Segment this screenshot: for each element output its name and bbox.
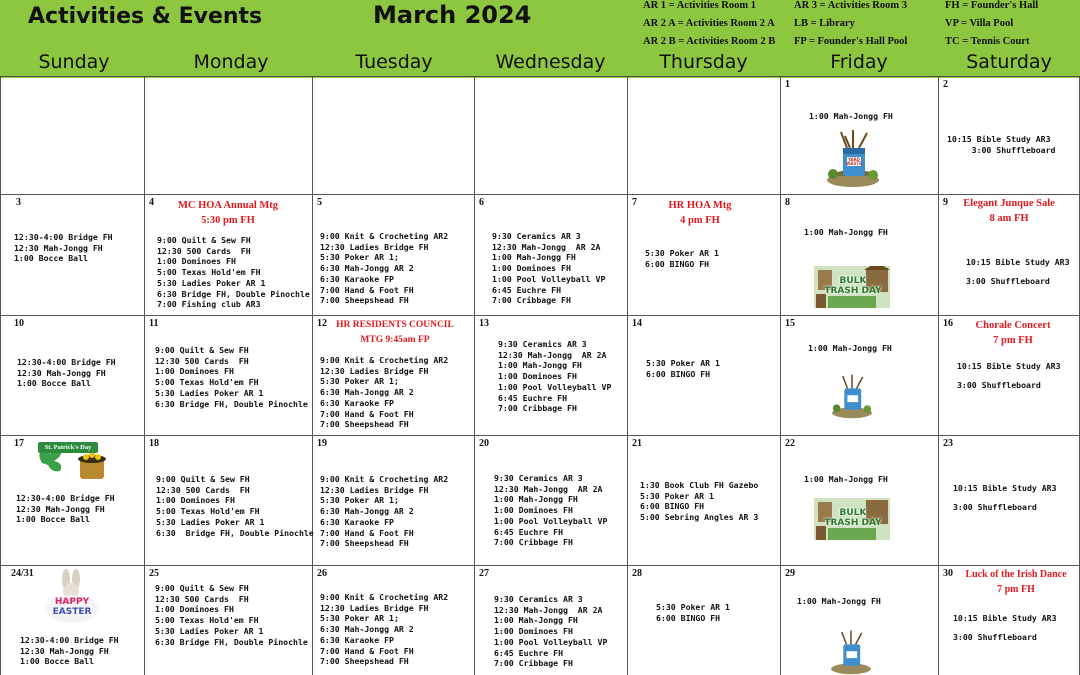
event-time: MTG 9:45am FP xyxy=(360,335,430,345)
day-number: 28 xyxy=(632,568,642,579)
legend-entry: FP = Founder's Hall Pool xyxy=(794,36,908,47)
event-time: 5:30 pm FH xyxy=(201,215,255,226)
activity-list: 12:30-4:00 Bridge FH 12:30 Mah-Jongg FH 1:00 Bocce Ball xyxy=(20,635,119,667)
activity-list: 5:30 Poker AR 1 6:00 BINGO FH xyxy=(645,248,719,269)
calendar-day[interactable] xyxy=(0,315,144,435)
activity-list: 9:30 Ceramics AR 3 12:30 Mah-Jongg AR 2A 1:00 Mah-Jongg FH 1:00 Dominoes FH 1:00 Pool Volleyball VP 6:45 Euchre FH 7:00 Cribbage FH xyxy=(494,473,608,548)
activity-list: 1:00 Mah-Jongg FH xyxy=(797,596,881,606)
calendar-day[interactable] xyxy=(474,565,627,675)
day-number: 16 xyxy=(943,318,953,329)
activity-list: 10:15 Bible Study AR3 3:00 Shuffleboard xyxy=(957,361,1061,390)
calendar-day[interactable] xyxy=(312,565,474,675)
calendar-day[interactable] xyxy=(474,194,627,315)
activity-list: 9:00 Quilt & Sew FH 12:30 500 Cards FH 1:00 Dominoes FH 5:00 Texas Hold'em FH 5:30 Ladies Poker AR 1 6:30 Bridge FH, Double Pinochle xyxy=(155,583,308,647)
calendar-day[interactable] xyxy=(144,565,312,675)
calendar-day[interactable] xyxy=(627,565,780,675)
activity-list: 9:00 Quilt & Sew FH 12:30 500 Cards FH 1:00 Dominoes FH 5:00 Texas Hold'em FH 5:30 Ladies Poker AR 1 6:30 Bridge FH, Double Pinochle xyxy=(156,474,314,538)
activity-list: 10:15 Bible Study AR3 3:00 Shuffleboard xyxy=(966,257,1070,286)
day-number: 12 xyxy=(317,318,327,329)
happy-easter-bunny-icon xyxy=(44,569,100,629)
day-number: 18 xyxy=(149,438,159,449)
activity-list: 9:00 Quilt & Sew FH 12:30 500 Cards FH 1:00 Dominoes FH 5:00 Texas Hold'em FH 5:30 Ladies Poker AR 1 6:30 Bridge FH, Double Pinochle xyxy=(155,345,308,409)
event-announcement xyxy=(938,196,1080,226)
legend-column-2 xyxy=(794,0,907,51)
day-number: 9 xyxy=(943,197,948,208)
event-time: 7 pm FH xyxy=(997,584,1035,595)
day-number: 7 xyxy=(632,197,637,208)
calendar-day[interactable] xyxy=(780,76,938,194)
calendar-day[interactable] xyxy=(938,194,1080,315)
calendar-day[interactable] xyxy=(144,315,312,435)
event-announcement xyxy=(144,198,312,228)
activity-list: 9:00 Knit & Crocheting AR2 12:30 Ladies Bridge FH 5:30 Poker AR 1; 6:30 Mah-Jongg AR 2 6:30 Karaoke FP 7:00 Hand & Foot FH 7:00 Sheepshead FH xyxy=(320,231,449,306)
day-header-saturday: Saturday xyxy=(966,51,1052,73)
calendar-day[interactable] xyxy=(144,435,312,565)
activity-list: 1:30 Book Club FH Gazebo 5:30 Poker AR 1 6:00 BINGO FH 5:00 Sebring Angles AR 3 xyxy=(640,480,759,523)
calendar-day[interactable] xyxy=(627,315,780,435)
day-header-wednesday: Wednesday xyxy=(495,51,606,73)
calendar-day[interactable] xyxy=(474,435,627,565)
legend-column-1 xyxy=(643,0,775,51)
activity-list: 9:00 Knit & Crocheting AR2 12:30 Ladies Bridge FH 5:30 Poker AR 1; 6:30 Mah-Jongg AR 2 6:30 Karaoke FP 7:00 Hand & Foot FH 7:00 Sheepshead FH xyxy=(320,355,449,430)
day-number: 2 xyxy=(943,79,948,90)
calendar-day[interactable] xyxy=(780,194,938,315)
day-number: 19 xyxy=(317,438,327,449)
legend-entry: FH = Founder's Hall xyxy=(945,0,1039,11)
day-number: 3 xyxy=(16,197,21,208)
day-number: 14 xyxy=(632,318,642,329)
activity-list: 9:30 Ceramics AR 3 12:30 Mah-Jongg AR 2A 1:00 Mah-Jongg FH 1:00 Dominoes FH 1:00 Pool Volleyball VP 6:45 Euchre FH 7:00 Cribbage FH xyxy=(492,231,606,306)
activity-list: 9:00 Knit & Crocheting AR2 12:30 Ladies Bridge FH 5:30 Poker AR 1; 6:30 Mah-Jongg AR 2 6:30 Karaoke FP 7:00 Hand & Foot FH 7:00 Sheepshead FH xyxy=(320,592,449,667)
bulk-trash-label: BULK TRASH DAY xyxy=(824,508,882,528)
day-number: 25 xyxy=(149,568,159,579)
day-header-tuesday: Tuesday xyxy=(355,51,433,73)
day-number: 13 xyxy=(479,318,489,329)
day-number: 8 xyxy=(785,197,790,208)
event-time: 8 am FH xyxy=(989,213,1029,224)
day-number: 1 xyxy=(785,79,790,90)
yard-waste-icon xyxy=(828,373,876,423)
svg-text:YARD: YARD xyxy=(847,157,861,162)
event-announcement xyxy=(938,318,1080,348)
calendar-day[interactable] xyxy=(627,194,780,315)
activity-list: 9:00 Quilt & Sew FH 12:30 500 Cards FH 1:00 Dominoes FH 5:00 Texas Hold'em FH 5:30 Ladies Poker AR 1 6:30 Bridge FH, Double Pinochle 7:00 Fishing club AR3 xyxy=(157,235,310,310)
calendar-day[interactable] xyxy=(627,435,780,565)
yard-waste-icon xyxy=(823,128,883,192)
day-number: 21 xyxy=(632,438,642,449)
activity-list: 1:00 Mah-Jongg FH xyxy=(808,343,892,353)
activity-list: 9:30 Ceramics AR 3 12:30 Mah-Jongg AR 2A 1:00 Mah-Jongg FH 1:00 Dominoes FH 1:00 Pool Volleyball VP 6:45 Euchre FH 7:00 Cribbage FH xyxy=(494,594,608,669)
event-time: 7 pm FH xyxy=(993,335,1033,346)
day-header-friday: Friday xyxy=(830,51,888,73)
event-title: HR RESIDENTS COUNCIL xyxy=(336,320,454,330)
day-number: 10 xyxy=(14,318,24,329)
event-announcement xyxy=(627,198,773,228)
day-number: 11 xyxy=(149,318,159,329)
calendar-day[interactable] xyxy=(780,565,938,675)
calendar-day[interactable] xyxy=(938,435,1080,565)
day-header-sunday: Sunday xyxy=(38,51,110,73)
calendar-day[interactable] xyxy=(0,565,144,675)
bulk-trash-day-icon xyxy=(814,266,890,312)
activity-list: 1:00 Mah-Jongg FH xyxy=(809,111,893,121)
calendar-day[interactable] xyxy=(144,194,312,315)
calendar-day[interactable] xyxy=(312,315,474,435)
legend-entry: LB = Library xyxy=(794,18,855,29)
legend-entry: VP = Villa Pool xyxy=(945,18,1014,29)
day-number: 30 xyxy=(943,568,953,579)
day-header-monday: Monday xyxy=(193,51,269,73)
day-number: 17 xyxy=(14,438,24,449)
activity-list: 10:15 Bible Study AR3 3:00 Shuffleboard xyxy=(953,483,1057,512)
st-patricks-day-icon xyxy=(34,441,114,489)
bulk-trash-label: BULK TRASH DAY xyxy=(824,276,882,296)
activity-list: 9:30 Ceramics AR 3 12:30 Mah-Jongg AR 2A 1:00 Mah-Jongg FH 1:00 Dominoes FH 1:00 Pool Volleyball VP 6:45 Euchre FH 7:00 Cribbage FH xyxy=(498,339,612,414)
event-announcement xyxy=(320,318,470,348)
legend-entry: AR 1 = Activities Room 1 xyxy=(643,0,757,11)
month-title: March 2024 xyxy=(373,1,532,29)
day-number: 22 xyxy=(785,438,795,449)
activity-list: 5:30 Poker AR 1 6:00 BINGO FH xyxy=(656,602,730,623)
calendar-day[interactable] xyxy=(312,194,474,315)
calendar-day[interactable] xyxy=(780,435,938,565)
event-title: Luck of the Irish Dance xyxy=(965,569,1067,580)
day-number: 15 xyxy=(785,318,795,329)
day-header-thursday: Thursday xyxy=(659,51,748,73)
legend-entry: AR 2 A = Activities Room 2 A xyxy=(643,18,775,29)
calendar-day[interactable] xyxy=(780,315,938,435)
svg-text:WASTE: WASTE xyxy=(846,161,862,166)
bulk-trash-day-icon xyxy=(814,498,890,544)
activity-list: 1:00 Mah-Jongg FH xyxy=(804,474,888,484)
calendar-day[interactable] xyxy=(474,315,627,435)
calendar-day[interactable] xyxy=(938,565,1080,675)
activity-list: 9:00 Knit & Crocheting AR2 12:30 Ladies Bridge FH 5:30 Poker AR 1; 6:30 Mah-Jongg AR 2 6:30 Karaoke FP 7:00 Hand & Foot FH 7:00 Sheepshead FH xyxy=(320,474,449,549)
day-number: 5 xyxy=(317,197,322,208)
calendar-header xyxy=(0,0,1080,78)
yard-waste-icon xyxy=(828,629,874,675)
day-number: 27 xyxy=(479,568,489,579)
activity-list: 12:30-4:00 Bridge FH 12:30 Mah-Jongg FH 1:00 Bocce Ball xyxy=(14,232,113,264)
st-patricks-label: St. Patrick's Day xyxy=(44,444,92,451)
activity-list: 5:30 Poker AR 1 6:00 BINGO FH xyxy=(646,358,720,379)
legend-column-3 xyxy=(945,0,1038,51)
activity-list: 12:30-4:00 Bridge FH 12:30 Mah-Jongg FH 1:00 Bocce Ball xyxy=(16,493,115,525)
event-title: HR HOA Mtg xyxy=(668,200,732,211)
calendar-day[interactable] xyxy=(938,76,1080,194)
page-title: Activities & Events xyxy=(28,4,263,29)
legend-entry: AR 3 = Activities Room 3 xyxy=(794,0,908,11)
day-number: 6 xyxy=(479,197,484,208)
activity-list: 1:00 Mah-Jongg FH xyxy=(804,227,888,237)
event-time: 4 pm FH xyxy=(680,215,720,226)
legend-entry: TC = Tennis Court xyxy=(945,36,1030,47)
calendar-day[interactable] xyxy=(938,315,1080,435)
event-title: Chorale Concert xyxy=(975,320,1051,331)
event-announcement xyxy=(946,567,1080,597)
day-number: 24/31 xyxy=(11,568,34,579)
day-number: 23 xyxy=(943,438,953,449)
calendar-day[interactable] xyxy=(0,194,144,315)
activity-list: 12:30-4:00 Bridge FH 12:30 Mah-Jongg FH 1:00 Bocce Ball xyxy=(17,357,116,389)
day-number: 29 xyxy=(785,568,795,579)
event-title: MC HOA Annual Mtg xyxy=(177,200,279,211)
legend-entry: AR 2 B = Activities Room 2 B xyxy=(643,36,776,47)
happy-easter-label: HAPPY EASTER xyxy=(52,597,92,617)
activity-list: 10:15 Bible Study AR3 3:00 Shuffleboard xyxy=(947,134,1056,155)
calendar-day[interactable] xyxy=(0,435,144,565)
event-title: Elegant Junque Sale xyxy=(963,198,1055,209)
day-number: 4 xyxy=(149,197,154,208)
day-number: 26 xyxy=(317,568,327,579)
calendar-day[interactable] xyxy=(312,435,474,565)
activity-list: 10:15 Bible Study AR3 3:00 Shuffleboard xyxy=(953,613,1057,642)
day-number: 20 xyxy=(479,438,489,449)
